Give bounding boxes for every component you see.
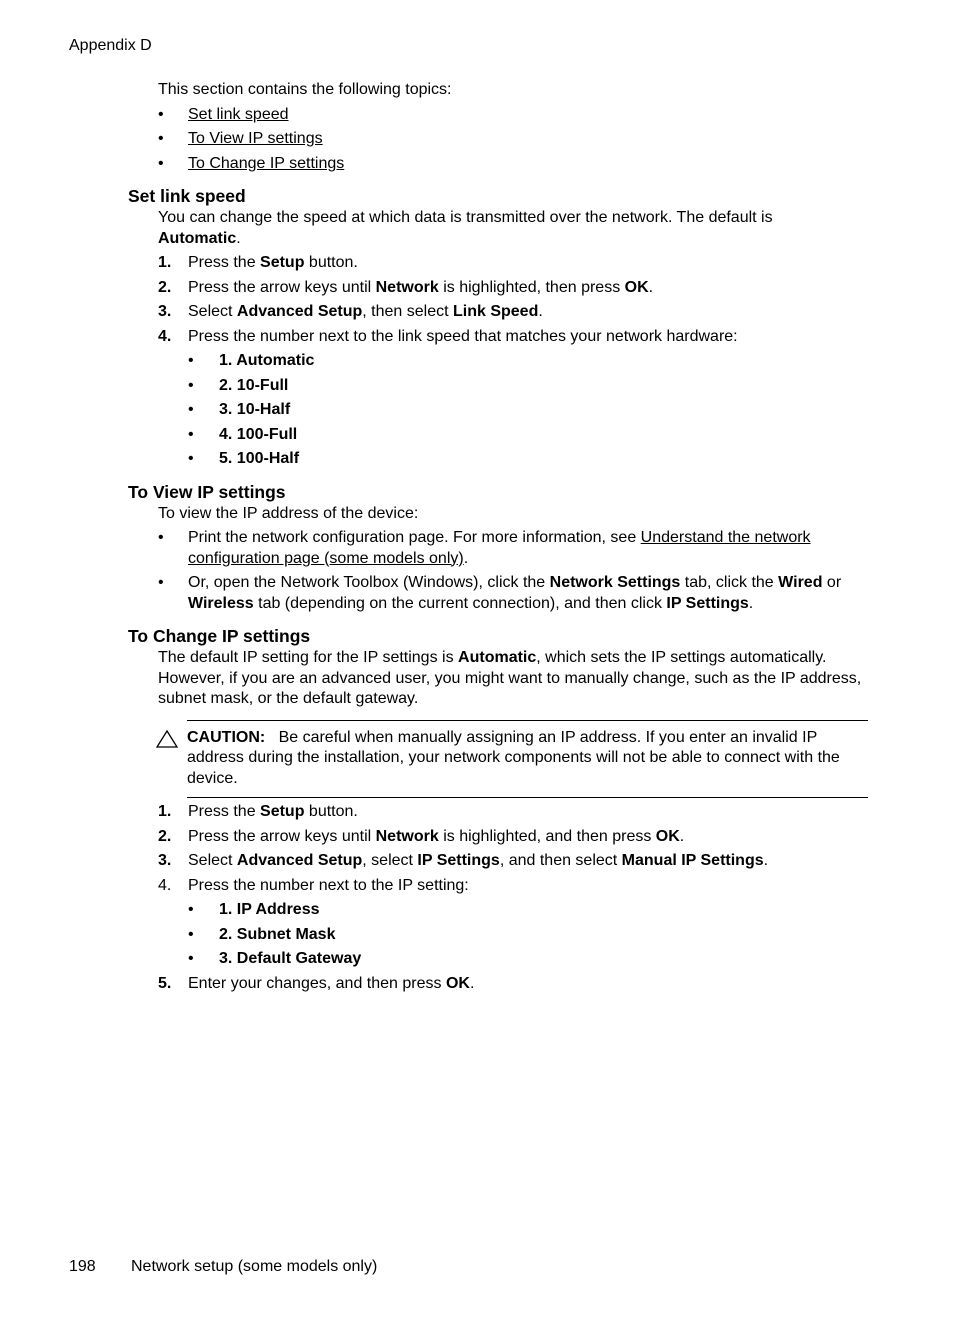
step: 3. Select Advanced Setup, select IP Settings, and then select Manual IP Settings. bbox=[158, 852, 769, 869]
caution-box bbox=[187, 720, 868, 799]
running-footer bbox=[69, 1258, 377, 1276]
running-header: Appendix D bbox=[69, 37, 152, 54]
config-page-link[interactable]: Understand the network configuration page (some models only) bbox=[188, 529, 811, 567]
step: 5. Enter your changes, and then press OK. bbox=[158, 974, 475, 992]
option-item: • 5. 100-Half bbox=[188, 450, 300, 467]
topic-item[interactable]: • To View IP settings bbox=[158, 130, 323, 147]
content bbox=[128, 80, 868, 994]
set-link-speed-intro: You can change the speed at which data is transmitted over the network. The default is Automatic. bbox=[158, 209, 773, 247]
heading-view-ip: To View IP settings bbox=[128, 481, 286, 502]
view-ip-intro: To view the IP address of the device: bbox=[158, 504, 419, 522]
topic-link-set-link-speed[interactable]: Set link speed bbox=[188, 105, 289, 123]
option-item: • 4. 100-Full bbox=[188, 425, 298, 443]
caution-label: CAUTION: bbox=[187, 728, 266, 746]
step: 2. Press the arrow keys until Network is highlighted, and then press OK. bbox=[158, 827, 685, 845]
step: 2. Press the arrow keys until Network is highlighted, then press OK. bbox=[158, 278, 654, 296]
topic-link-view-ip[interactable]: To View IP settings bbox=[188, 130, 323, 147]
topic-item[interactable]: • Set link speed bbox=[158, 105, 289, 123]
view-ip-bullet: • Or, open the Network Toolbox (Windows), click the Network Settings tab, click the Wired or Wireless tab (depending on the current connection), and then click IP Settings. bbox=[158, 574, 842, 612]
heading-change-ip: To Change IP settings bbox=[128, 626, 311, 646]
option-item: • 1. Automatic bbox=[188, 352, 315, 369]
step: 1. Press the Setup button. bbox=[158, 803, 358, 820]
step: 4. Press the number next to the link speed that matches your network hardware: bbox=[158, 327, 738, 345]
topic-item[interactable]: • To Change IP settings bbox=[158, 154, 345, 172]
option-item: • 3. Default Gateway bbox=[188, 950, 362, 967]
step: 1. Press the Setup button. bbox=[158, 254, 358, 271]
option-item: • 3. 10-Half bbox=[188, 401, 291, 418]
page-number: 198 bbox=[69, 1258, 96, 1275]
option-item: • 2. Subnet Mask bbox=[188, 925, 336, 943]
topic-link-change-ip[interactable]: To Change IP settings bbox=[188, 154, 345, 172]
intro-text: This section contains the following topics: bbox=[158, 81, 452, 98]
view-ip-bullet: • Print the network configuration page. For more information, see Understand the network configuration page (some models only). bbox=[158, 529, 811, 567]
step: 4. Press the number next to the IP setting: bbox=[158, 876, 469, 894]
footer-section: Network setup (some models only) bbox=[131, 1258, 378, 1275]
option-item: • 2. 10-Full bbox=[188, 376, 289, 394]
step: 3. Select Advanced Setup, then select Link Speed. bbox=[158, 303, 543, 320]
heading-set-link-speed: Set link speed bbox=[128, 186, 246, 206]
caution-text: Be careful when manually assigning an IP address. If you enter an invalid IP address during the installation, your network components will not be able to connect with the device. bbox=[187, 728, 840, 787]
change-ip-intro: The default IP setting for the IP settings is Automatic, which sets the IP settings automatically. However, if you are an advanced user, you might want to manually change, such as the IP address, subnet mask, or the default gateway. bbox=[158, 649, 862, 707]
caution-triangle-icon bbox=[156, 730, 178, 748]
option-item: • 1. IP Address bbox=[188, 901, 320, 918]
